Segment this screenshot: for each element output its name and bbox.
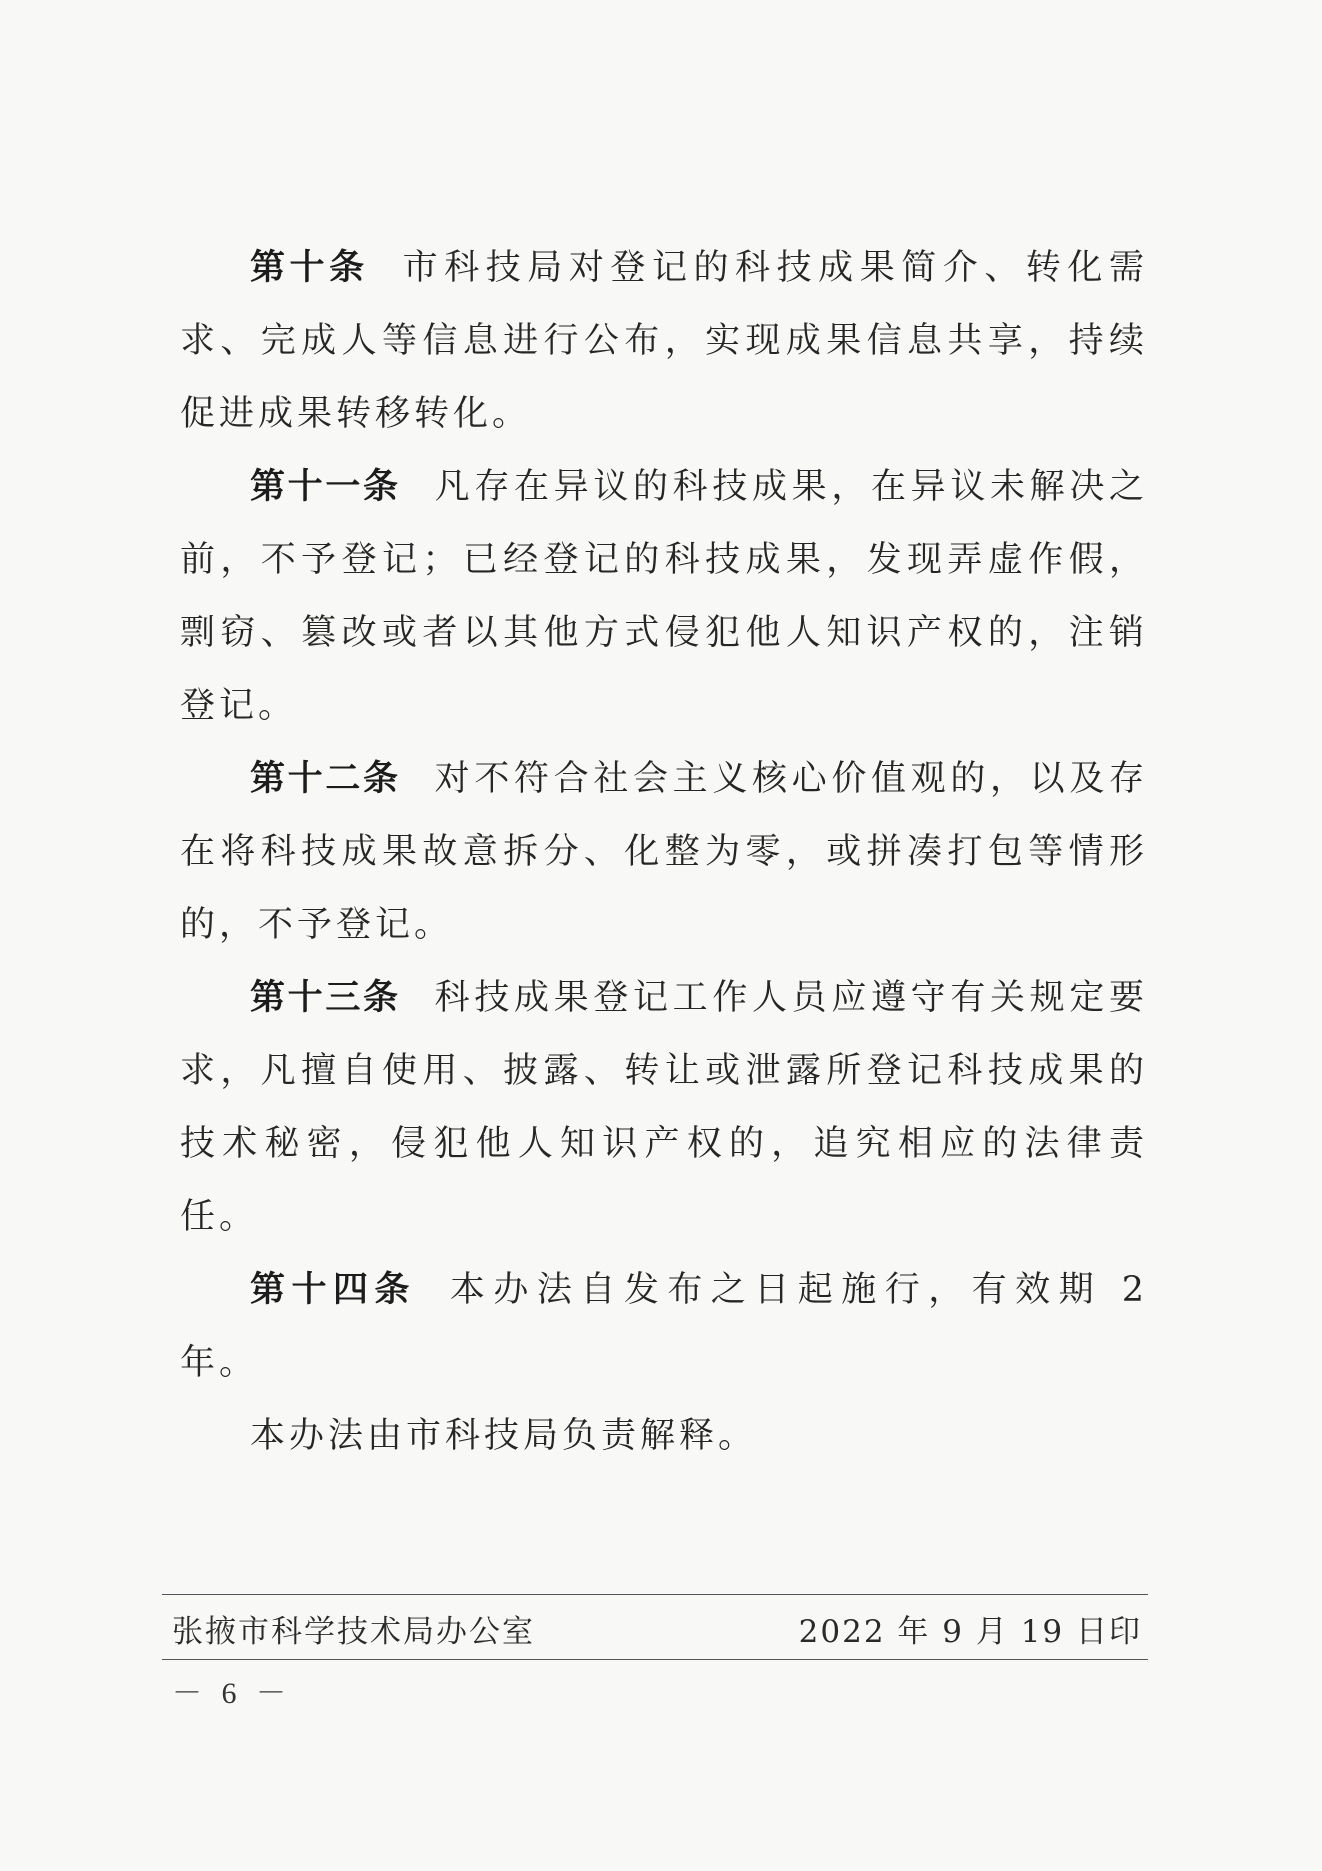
- article-label: 第十二条: [250, 759, 401, 799]
- footer-top-divider: [162, 1594, 1148, 1595]
- footer-issuer: 张掖市科学技术局办公室: [172, 1614, 535, 1650]
- article-10: [180, 232, 1148, 451]
- article-12: [180, 743, 1148, 962]
- article-text: 对不符合社会主义核心价值观的，以及存在将科技成果故意拆分、化整为零，或拼凑打包等情形的，不予登记。: [180, 759, 1148, 945]
- article-text: 凡存在异议的科技成果，在异议未解决之前，不予登记；已经登记的科技成果，发现弄虚作假，剽窃、篡改或者以其他方式侵犯他人知识产权的，注销登记。: [180, 467, 1148, 726]
- footer-print-date: 2022 年 9 月 19 日印: [798, 1614, 1142, 1650]
- document-body: [180, 232, 1148, 1473]
- article-11: [180, 451, 1148, 743]
- article-13: [180, 962, 1148, 1254]
- article-label: 第十一条: [250, 467, 401, 507]
- article-text: 科技成果登记工作人员应遵守有关规定要求，凡擅自使用、披露、转让或泄露所登记科技成果的技术秘密，侵犯他人知识产权的，追究相应的法律责任。: [180, 978, 1148, 1237]
- article-label: 第十四条: [250, 1270, 416, 1310]
- article-label: 第十条: [250, 248, 369, 288]
- footer-bottom-divider: [162, 1659, 1148, 1660]
- article-text: 市科技局对登记的科技成果简介、转化需求、完成人等信息进行公布，实现成果信息共享，持续促进成果转移转化。: [180, 248, 1148, 434]
- article-14: [180, 1254, 1148, 1400]
- article-text: 本办法自发布之日起施行，有效期 2 年。: [180, 1270, 1148, 1383]
- closing-text: 本办法由市科技局负责解释。: [250, 1416, 758, 1456]
- article-label: 第十三条: [250, 978, 401, 1018]
- closing-statement: [180, 1400, 1148, 1473]
- page-number: － 6 －: [172, 1677, 292, 1710]
